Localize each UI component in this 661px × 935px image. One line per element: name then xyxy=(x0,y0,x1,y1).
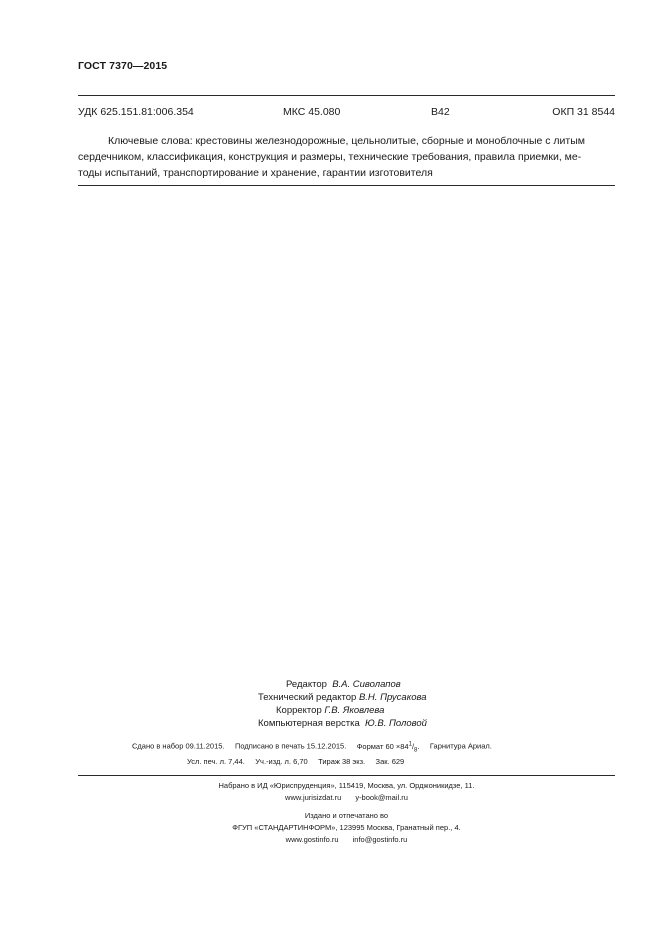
submitted-date: Сдано в набор 09.11.2015. xyxy=(132,741,225,751)
print-sheets: Усл. печ. л. 7,44. xyxy=(187,757,245,766)
publisher-sheets: Уч.-изд. л. 6,70 xyxy=(255,757,308,766)
print-run: Тираж 38 экз. xyxy=(318,757,366,766)
email-link[interactable]: y-book@mail.ru xyxy=(355,793,408,802)
divider-publishing xyxy=(78,775,615,776)
credit-label: Редактор xyxy=(286,679,327,690)
format-numerator: 1 xyxy=(408,741,412,747)
okp-code: ОКП 31 8544 xyxy=(552,106,615,118)
credits-block xyxy=(200,678,500,730)
order-number: Зак. 629 xyxy=(375,757,405,766)
publishing-line-1 xyxy=(132,741,492,753)
credit-label: Корректор xyxy=(276,705,322,716)
paper-format: Формат $60 \times 84^1/_8$. xyxy=(356,741,420,753)
email-link[interactable]: info@gostinfo.ru xyxy=(352,835,408,844)
credit-tech-editor xyxy=(200,691,500,704)
divider-top xyxy=(78,95,615,96)
mks-code: МКС 45.080 xyxy=(283,106,341,118)
divider-keywords xyxy=(78,185,615,186)
typeface: Гарнитура Ариал. xyxy=(429,741,492,751)
printer-address: ФГУП «СТАНДАРТИНФОРМ», 123995 Москва, Гранатный пер., 4. xyxy=(232,823,461,832)
udk-code: УДК 625.151.81:006.354 xyxy=(78,106,194,118)
printer-contacts xyxy=(78,834,615,846)
format-prefix: Формат 60 ×84 xyxy=(356,741,409,751)
typeset-info: Набрано в ИД «Юриспруденция», 115419, Москва, ул. Орджоникидзе, 11. xyxy=(218,781,475,790)
website-link[interactable]: www.gostinfo.ru xyxy=(285,835,339,844)
credit-label: Технический редактор xyxy=(258,692,357,703)
credit-name: Ю.В. Половой xyxy=(365,718,427,729)
format-denominator: 8 xyxy=(414,747,418,753)
imprint-footer xyxy=(78,780,615,846)
credit-name: В.А. Сиволапов xyxy=(332,679,401,690)
classification-row xyxy=(78,106,615,118)
signed-date: Подписано в печать 15.12.2015. xyxy=(234,741,347,751)
publishing-line-2 xyxy=(187,757,404,766)
keywords-paragraph xyxy=(78,133,615,181)
typeset-contacts xyxy=(78,792,615,804)
keywords-line: Ключевые слова: крестовины железнодорожные, цельнолитые, сборные и моноблочные с литым xyxy=(108,135,585,147)
keywords-line: сердечником, классификация, конструкция и размеры, технические требования, правила приемки, ме- xyxy=(78,151,582,163)
group-code: В42 xyxy=(431,106,450,118)
credit-name: Г.В. Яковлева xyxy=(324,705,385,716)
credit-editor xyxy=(200,678,500,691)
credit-corrector xyxy=(200,704,500,717)
credit-layout xyxy=(200,717,500,730)
website-link[interactable]: www.jurisizdat.ru xyxy=(285,793,342,802)
document-code: ГОСТ 7370—2015 xyxy=(78,60,168,72)
keywords-line: тоды испытаний, транспортирование и хранение, гарантии изготовителя xyxy=(78,167,433,179)
credit-label: Компьютерная верстка xyxy=(258,718,360,729)
credit-name: В.Н. Прусакова xyxy=(358,692,427,703)
printed-by: Издано и отпечатано во xyxy=(304,811,389,820)
